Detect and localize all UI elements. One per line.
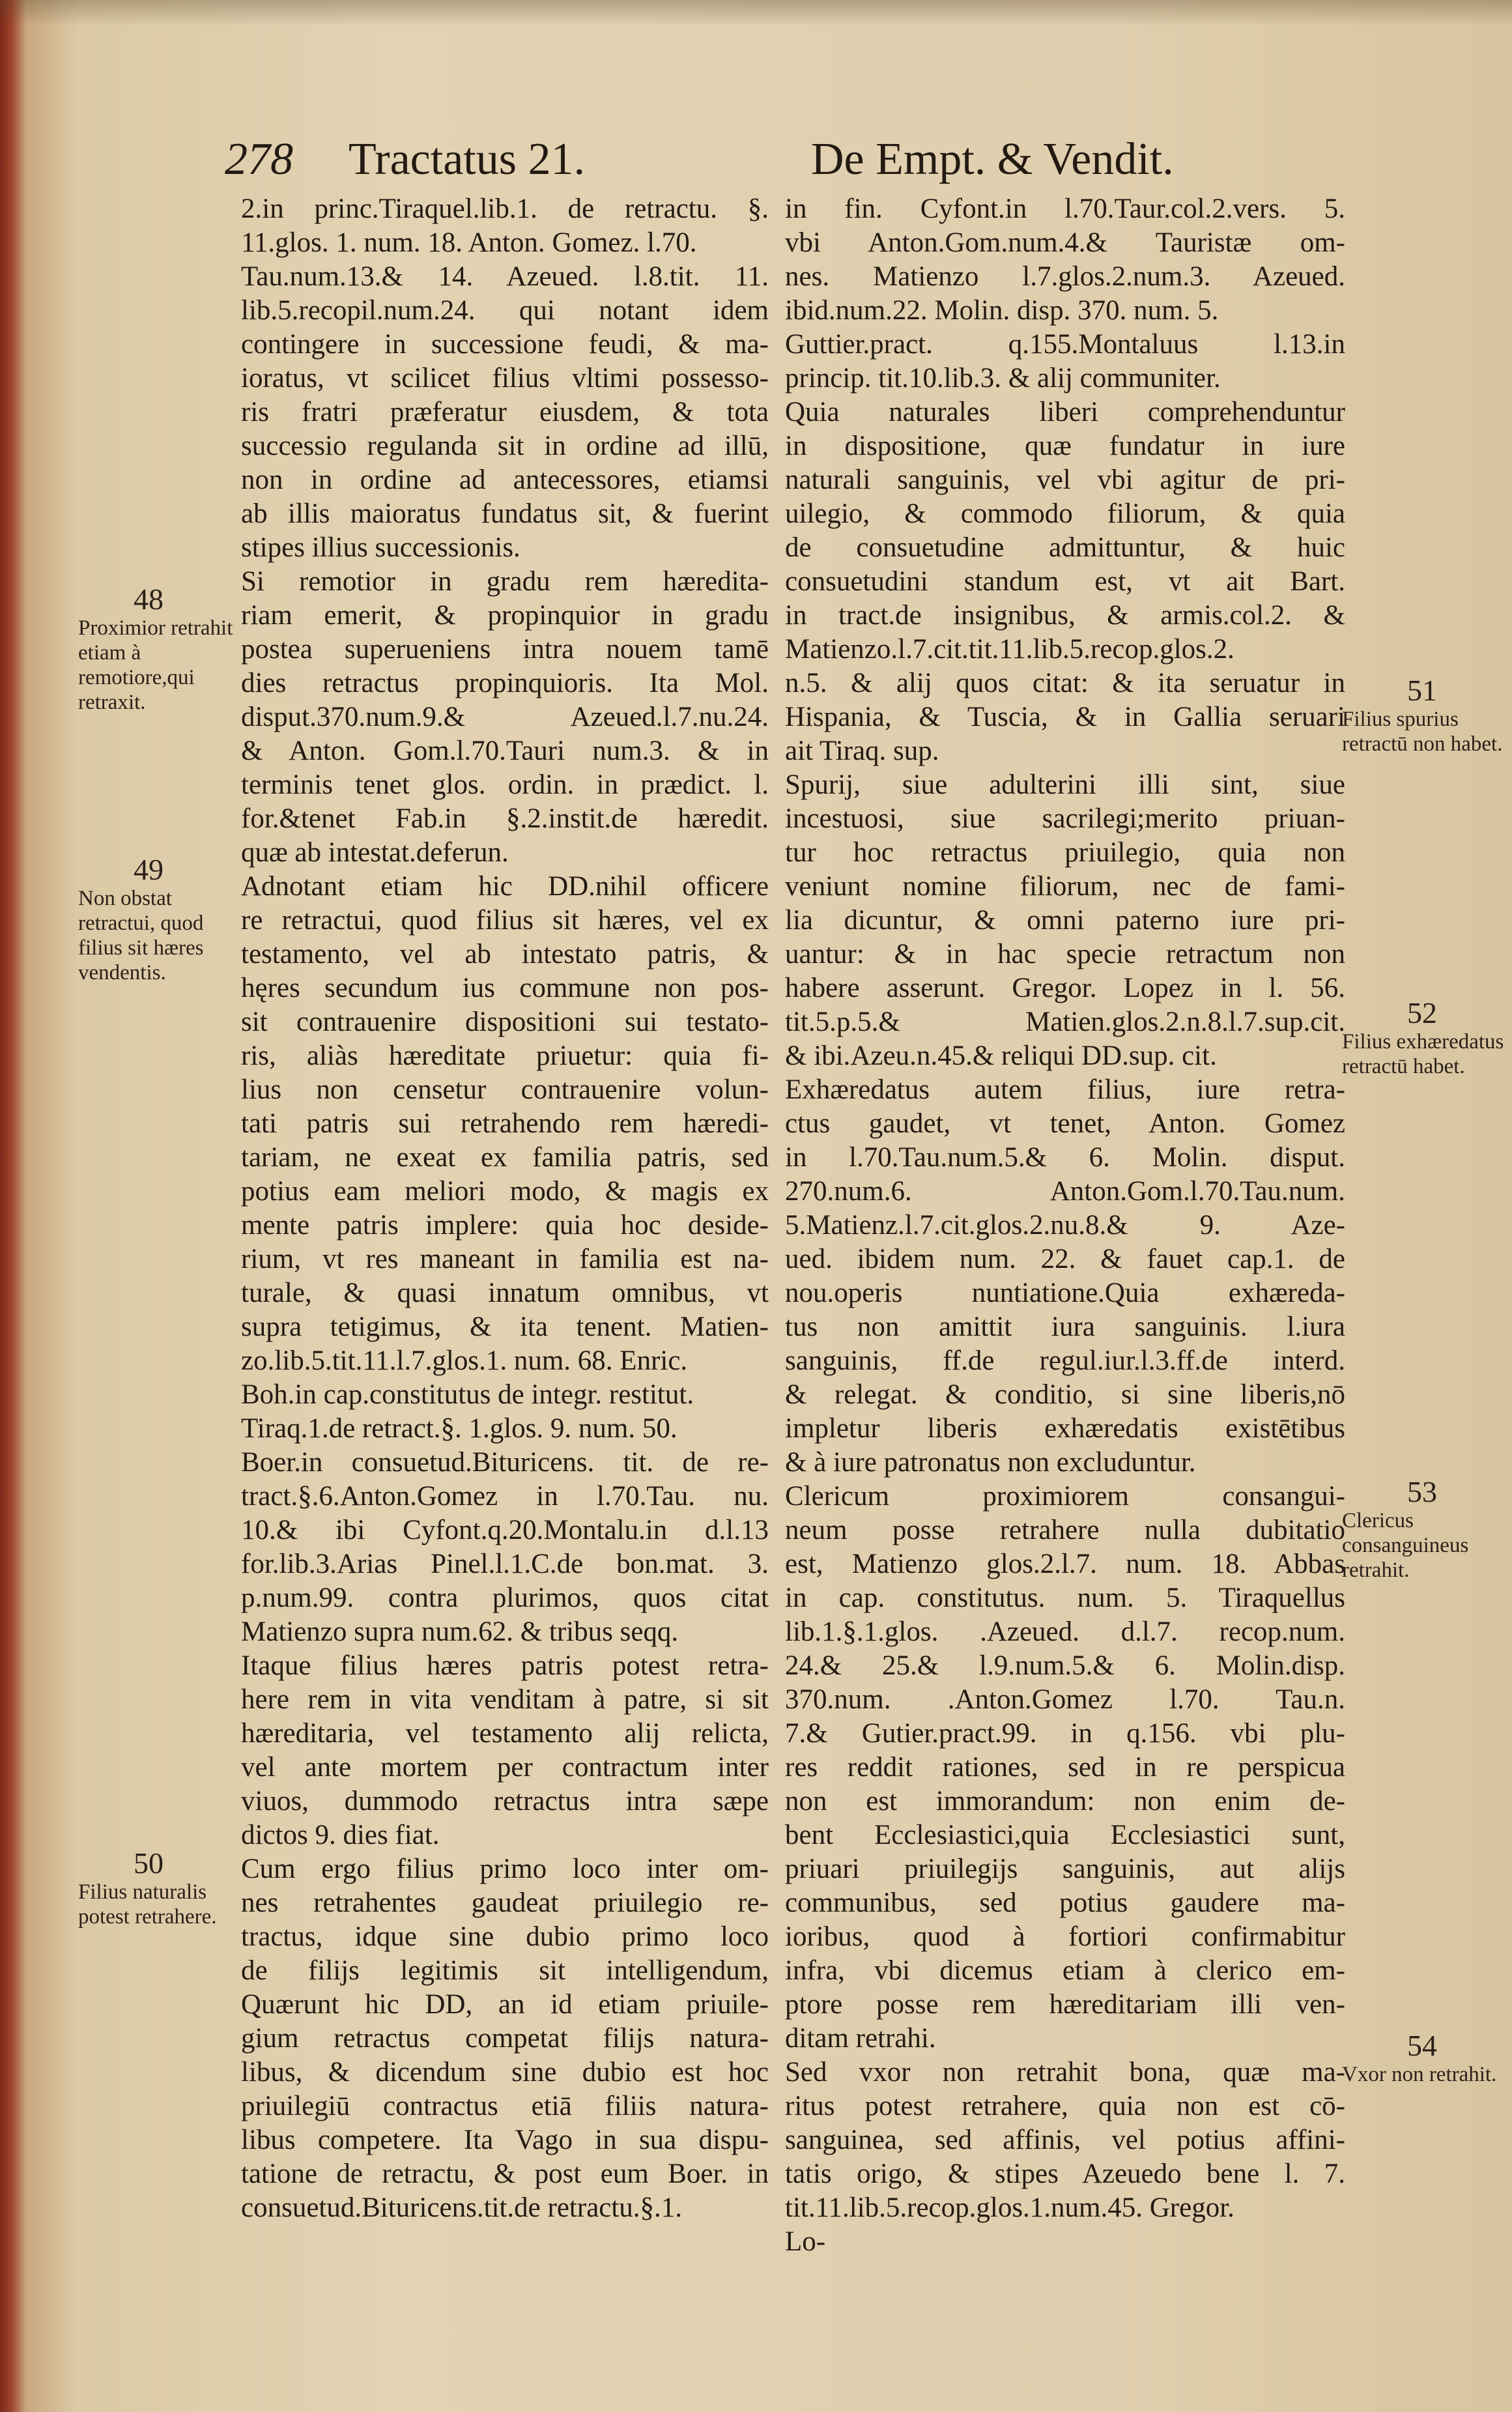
text-line: sanguinea, sed affinis, vel potius affini- [785, 2125, 1345, 2155]
text-line: stipes illius successionis. [241, 532, 521, 563]
margin-note-number: 53 [1407, 1475, 1437, 1508]
text-line: non in ordine ad antecessores, etiamsi [241, 465, 769, 495]
text-line: & relegat. & conditio, si sine liberis,nō [785, 1379, 1345, 1410]
text-line: est, Matienzo glos.2.l.7. num. 18. Abbas [785, 1549, 1345, 1579]
text-line: Itaque filius hæres patris potest retra- [241, 1650, 769, 1681]
text-line: Matienzo.l.7.cit.tit.11.lib.5.recop.glos.2. [785, 634, 1234, 665]
text-line: ued. ibidem num. 22. & fauet cap.1. de [785, 1244, 1345, 1274]
text-line: sanguinis, ff.de regul.iur.l.3.ff.de interd. [785, 1345, 1345, 1376]
page-edge-shadow [0, 0, 1512, 26]
text-line: mente patris implere: quia hoc deside- [241, 1210, 769, 1241]
text-line: lius non censetur contrauenire volun- [241, 1074, 769, 1105]
text-line: Clericum proximiorem consangui- [785, 1481, 1345, 1512]
text-line: Boh.in cap.constitutus de integr. restitut. [241, 1379, 694, 1410]
text-line: Boer.in consuetud.Bituricens. tit. de re- [241, 1447, 769, 1478]
text-line: turale, & quasi innatum omnibus, vt [241, 1278, 769, 1308]
margin-note-text: Filius spurius retractū non habet. [1342, 708, 1503, 756]
margin-note-text: Vxor non retrahit. [1342, 2063, 1497, 2086]
text-line: tariam, ne exeat ex familia patris, sed [241, 1142, 769, 1173]
margin-note-text: Clericus consanguineus retrahit. [1342, 1509, 1469, 1582]
text-line: in cap. constitutus. num. 5. Tiraquellus [785, 1583, 1345, 1613]
text-line: Quia naturales liberi comprehenduntur [785, 397, 1345, 427]
text-line: incestuosi, siue sacrilegi;merito priuan- [785, 803, 1345, 834]
margin-note-number: 48 [134, 582, 164, 616]
text-line: & Anton. Gom.l.70.Tauri num.3. & in [241, 736, 769, 766]
text-line: Spurij, siue adulterini illi sint, siue [785, 769, 1345, 800]
text-line: terminis tenet glos. ordin. in prædict. l. [241, 769, 769, 800]
text-line: communibus, sed potius gaudere ma- [785, 1888, 1345, 1918]
text-line: testamento, vel ab intestato patris, & [241, 939, 769, 969]
text-line: habere asserunt. Gregor. Lopez in l. 56. [785, 973, 1345, 1003]
text-line: 7.& Gutier.pract.99. in q.156. vbi plu- [785, 1718, 1345, 1749]
text-line: Lo- [785, 2226, 826, 2257]
text-line: riam emerit, & propinquior in gradu [241, 600, 769, 631]
header-right-title: De Empt. & Vendit. [811, 134, 1174, 184]
text-line: nes retrahentes gaudeat priuilegio re- [241, 1888, 769, 1918]
text-line: vel ante mortem per contractum inter [241, 1752, 769, 1783]
text-line: viuos, dummodo retractus intra sæpe [241, 1786, 769, 1816]
text-line: nes. Matienzo l.7.glos.2.num.3. Azeued. [785, 261, 1345, 292]
text-line: res reddit rationes, sed in re perspicua [785, 1752, 1345, 1783]
text-line: Guttier.pract. q.155.Montaluus l.13.in [785, 329, 1345, 360]
text-line: Si remotior in gradu rem hæredita- [241, 566, 769, 597]
text-line: contingere in successione feudi, & ma- [241, 329, 769, 360]
text-line: tati patris sui retrahendo rem hæredi- [241, 1108, 769, 1139]
text-line: libus competere. Ita Vago in sua dispu- [241, 2125, 769, 2155]
text-line: ritus potest retrahere, quia non est cō- [785, 2091, 1345, 2121]
text-line: 5.Matienz.l.7.cit.glos.2.nu.8.& 9. Aze- [785, 1210, 1345, 1241]
text-line: lib.1.§.1.glos. .Azeued. d.l.7. recop.num. [785, 1616, 1345, 1647]
text-line: tus non amittit iura sanguinis. l.iura [785, 1312, 1345, 1342]
text-line: vbi Anton.Gom.num.4.& Tauristæ om- [785, 227, 1345, 258]
text-line: lib.5.recopil.num.24. qui notant idem [241, 295, 769, 326]
text-line: ris, aliàs hæreditate priuetur: quia fi- [241, 1041, 769, 1071]
text-line: bent Ecclesiastici,quia Ecclesiastici sunt, [785, 1820, 1345, 1850]
header-left-title: Tractatus 21. [349, 134, 585, 184]
text-line: Tiraq.1.de retract.§. 1.glos. 9. num. 50. [241, 1413, 678, 1444]
text-line: ab illis maioratus fundatus sit, & fuerint [241, 498, 769, 529]
text-line: hęres secundum ius commune non pos- [241, 973, 769, 1003]
text-line: p.num.99. contra plurimos, quos citat [241, 1583, 769, 1613]
margin-note-number: 50 [134, 1846, 164, 1880]
text-line: in fin. Cyfont.in l.70.Taur.col.2.vers. 5. [785, 194, 1345, 224]
text-line: 10.& ibi Cyfont.q.20.Montalu.in d.l.13 [241, 1515, 769, 1545]
text-line: rium, vt res maneant in familia est na- [241, 1244, 769, 1274]
text-line: nou.operis nuntiatione.Quia exhæreda- [785, 1278, 1345, 1308]
text-line: in dispositione, quæ fundatur in iure [785, 431, 1345, 461]
margin-note-53 [1342, 1476, 1505, 1583]
margin-note-48 [78, 583, 235, 715]
text-line: ris fratri præferatur eiusdem, & tota [241, 397, 769, 427]
text-line: for.lib.3.Arias Pinel.l.1.C.de bon.mat. 3. [241, 1549, 769, 1579]
text-line: sit contrauenire dispositioni sui testato- [241, 1007, 769, 1037]
text-line: 24.& 25.& l.9.num.5.& 6. Molin.disp. [785, 1650, 1345, 1681]
text-line: postea superueniens intra nouem tamē [241, 634, 769, 665]
text-line: & à iure patronatus non excluduntur. [785, 1447, 1196, 1478]
text-line: potius eam meliori modo, & magis ex [241, 1176, 769, 1207]
text-line: gium retractus competat filijs natura- [241, 2023, 769, 2054]
left-text-column [241, 192, 769, 2225]
text-line: tract.§.6.Anton.Gomez in l.70.Tau. nu. [241, 1481, 769, 1512]
text-line: 370.num. .Anton.Gomez l.70. Tau.n. [785, 1684, 1345, 1715]
text-line: tatis origo, & stipes Azeuedo bene l. 7. [785, 2159, 1345, 2189]
text-line: for.&tenet Fab.in §.2.instit.de hæredit. [241, 803, 769, 834]
text-line: in tract.de insignibus, & armis.col.2. & [785, 600, 1345, 631]
text-line: tit.5.p.5.& Matien.glos.2.n.8.l.7.sup.cit. [785, 1007, 1345, 1037]
text-line: consuetud.Bituricens.tit.de retractu.§.1. [241, 2192, 683, 2223]
text-line: ibid.num.22. Molin. disp. 370. num. 5. [785, 295, 1219, 326]
text-line: ioribus, quod à fortiori confirmabitur [785, 1921, 1345, 1952]
text-line: n.5. & alij quos citat: & ita seruatur in [785, 668, 1345, 698]
text-line: tractus, idque sine dubio primo loco [241, 1921, 769, 1952]
margin-note-number: 52 [1407, 996, 1437, 1029]
text-line: Tau.num.13.& 14. Azeued. l.8.tit. 11. [241, 261, 769, 292]
text-line: zo.lib.5.tit.11.l.7.glos.1. num. 68. Enric. [241, 1345, 688, 1376]
text-line: quæ ab intestat.deferun. [241, 837, 509, 868]
text-line: Sed vxor non retrahit bona, quæ ma- [785, 2057, 1345, 2088]
margin-note-number: 51 [1407, 674, 1437, 707]
text-line: in l.70.Tau.num.5.& 6. Molin. disput. [785, 1142, 1345, 1173]
text-line: uantur: & in hac specie retractum non [785, 939, 1345, 969]
right-text-column [785, 192, 1345, 2259]
text-line: ptore posse rem hæreditariam illi ven- [785, 1989, 1345, 2020]
text-line: impletur liberis exhæredatis existētibus [785, 1413, 1345, 1444]
margin-note-number: 54 [1407, 2029, 1437, 2062]
text-line: Adnotant etiam hic DD.nihil officere [241, 871, 769, 902]
text-line: tit.11.lib.5.recop.glos.1.num.45. Gregor. [785, 2192, 1234, 2223]
margin-note-51 [1342, 674, 1505, 756]
text-line: non est immorandum: non enim de- [785, 1786, 1345, 1816]
text-line: 2.in princ.Tiraquel.lib.1. de retractu. §. [241, 194, 769, 224]
text-line: de consuetudine admittuntur, & huic [785, 532, 1345, 563]
text-line: 11.glos. 1. num. 18. Anton. Gomez. l.70. [241, 227, 697, 258]
text-line: ioratus, vt scilicet filius vltimi possesso- [241, 363, 769, 394]
margin-note-54 [1342, 2030, 1505, 2087]
margin-note-text: Filius naturalis potest retrahere. [78, 1880, 217, 1929]
text-line: naturali sanguinis, vel vbi agitur de pri- [785, 465, 1345, 495]
text-line: de filijs legitimis sit intelligendum, [241, 1955, 769, 1986]
text-line: & ibi.Azeu.n.45.& reliqui DD.sup. cit. [785, 1041, 1217, 1071]
text-line: dies retractus propinquioris. Ita Mol. [241, 668, 769, 698]
margin-note-52 [1342, 997, 1505, 1079]
text-line: re retractui, quod filius sit hæres, vel ex [241, 905, 769, 936]
text-line: Cum ergo filius primo loco inter om- [241, 1854, 769, 1884]
margin-note-50 [78, 1847, 235, 1929]
text-line: princip. tit.10.lib.3. & alij communiter. [785, 363, 1221, 394]
text-line: lia dicuntur, & omni paterno iure pri- [785, 905, 1345, 936]
text-line: Exhæredatus autem filius, iure retra- [785, 1074, 1345, 1105]
text-line: veniunt nomine filiorum, nec de fami- [785, 871, 1345, 902]
text-line: priuari priuilegijs sanguinis, aut alijs [785, 1854, 1345, 1884]
text-line: consuetudini standum est, vt ait Bart. [785, 566, 1345, 597]
margin-note-text: Proximior retrahit etiam à remotiore,qui retraxit. [78, 616, 233, 714]
text-line: Matienzo supra num.62. & tribus seqq. [241, 1616, 679, 1647]
text-line: ditam retrahi. [785, 2023, 936, 2054]
text-line: ait Tiraq. sup. [785, 736, 939, 766]
text-line: libus, & dicendum sine dubio est hoc [241, 2057, 769, 2088]
text-line: infra, vbi dicemus etiam à clerico em- [785, 1955, 1345, 1986]
text-line: Hispania, & Tuscia, & in Gallia seruari [785, 702, 1345, 732]
text-line: priuilegiū contractus etiā filiis natura- [241, 2091, 769, 2121]
text-line: dictos 9. dies fiat. [241, 1820, 440, 1850]
text-line: tur hoc retractus priuilegio, quia non [785, 837, 1345, 868]
margin-note-text: Filius exhæredatus retractū habet. [1342, 1030, 1504, 1078]
margin-note-text: Non obstat retractui, quod filius sit hæres vendentis. [78, 887, 204, 984]
text-line: tatione de retractu, & post eum Boer. in [241, 2159, 769, 2189]
text-line: neum posse retrahere nulla dubitatio [785, 1515, 1345, 1545]
text-line: disput.370.num.9.& Azeued.l.7.nu.24. [241, 702, 769, 732]
margin-note-number: 49 [134, 853, 164, 886]
text-line: uilegio, & commodo filiorum, & quia [785, 498, 1345, 529]
text-line: hæreditaria, vel testamento alij relicta, [241, 1718, 769, 1749]
text-line: 270.num.6. Anton.Gom.l.70.Tau.num. [785, 1176, 1345, 1207]
text-line: here rem in vita venditam à patre, si sit [241, 1684, 769, 1715]
margin-note-49 [78, 854, 235, 985]
text-line: supra tetigimus, & ita tenent. Matien- [241, 1312, 769, 1342]
text-line: successio regulanda sit in ordine ad illū, [241, 431, 769, 461]
page-number: 278 [225, 134, 293, 184]
running-header [0, 134, 1512, 186]
text-line: Quærunt hic DD, an id etiam priuile- [241, 1989, 769, 2020]
text-line: ctus gaudet, vt tenet, Anton. Gomez [785, 1108, 1345, 1139]
